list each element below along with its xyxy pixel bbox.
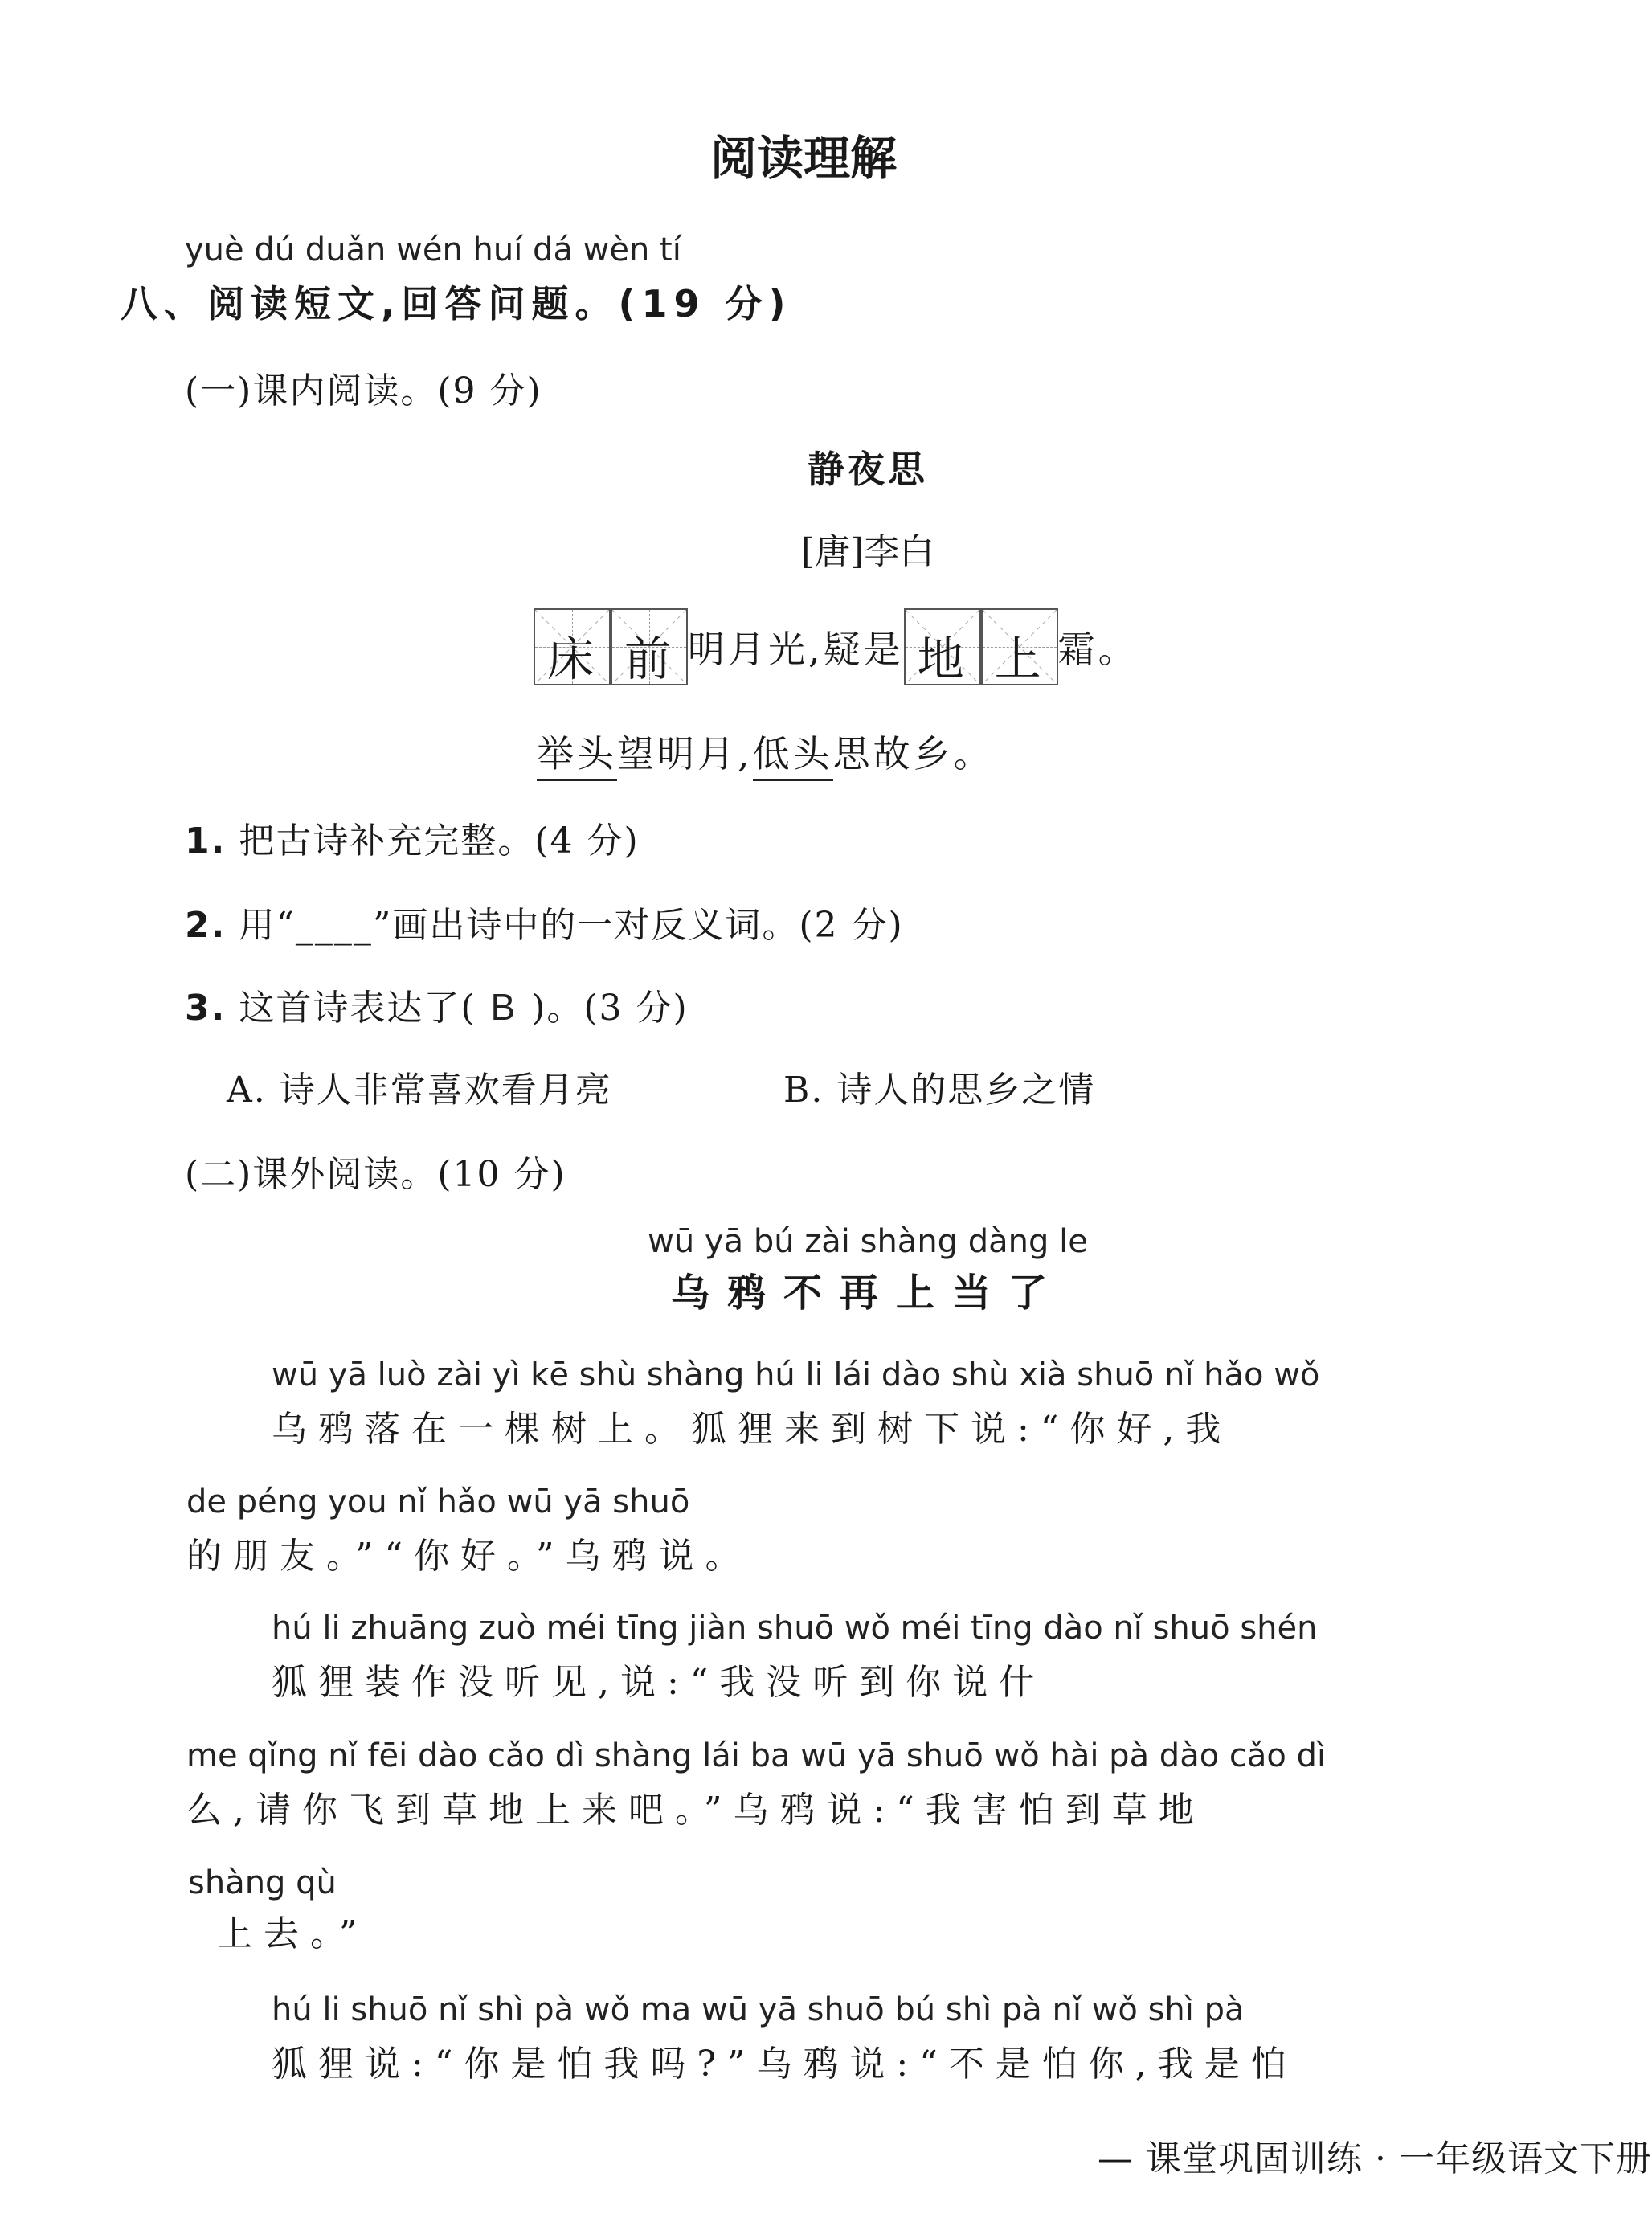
- grid-char: 床: [546, 632, 597, 686]
- poem-line-1-end: 霜。: [1057, 628, 1139, 671]
- page-title: 阅读理解: [709, 131, 897, 186]
- story-pinyin-line: hú li shuō nǐ shì pà wǒ ma wū yā shuō bú shì pà nǐ wǒ shì pà: [272, 1991, 1245, 2028]
- question-text: 这首诗表达了(: [239, 988, 476, 1029]
- story-pinyin-line: hú li zhuāng zuò méi tīng jiàn shuō wǒ méi tīng dào nǐ shuō shén: [272, 1610, 1318, 1647]
- part2-label: (二)课外阅读。(10 分): [185, 1154, 566, 1195]
- question-number: 3.: [185, 988, 227, 1029]
- answer-value: B: [490, 986, 517, 1028]
- option-b: B. 诗人的思乡之情: [783, 1070, 1096, 1111]
- poem-title: 静夜思: [808, 448, 928, 491]
- story-text-line: 乌鸦落在一棵树上。狐狸来到树下说:“你好,我: [272, 1409, 1233, 1450]
- section-pinyin: yuè dú duǎn wén huí dá wèn tí: [185, 231, 681, 268]
- question-number: 2.: [185, 905, 227, 946]
- grid-char: 上: [994, 632, 1045, 686]
- story-pinyin-line: me qǐng nǐ fēi dào cǎo dì shàng lái ba wū yā shuō wǒ hài pà dào cǎo dì: [186, 1737, 1327, 1774]
- story-pinyin-line: de péng you nǐ hǎo wū yā shuō: [186, 1483, 690, 1520]
- question-text: )。(3 分): [531, 988, 689, 1029]
- story-text-line: 上去。”: [217, 1913, 369, 1954]
- poem-line-1-mid: 明月光,疑是: [688, 628, 904, 671]
- poem-author: [唐]李白: [800, 531, 935, 572]
- poem-line-1: [534, 608, 1139, 685]
- story-text-line: 的朋友。”“你好。”乌鸦说。: [186, 1536, 752, 1577]
- writing-grid-box: [981, 608, 1058, 685]
- poem-line-2-part1: 望明月,: [617, 732, 753, 775]
- question-1: [185, 812, 640, 863]
- question-number: 1.: [185, 820, 227, 861]
- question-text: 把古诗补充完整。(4 分): [239, 820, 640, 861]
- story-text-line: 么,请你飞到草地上来吧。”乌鸦说:“我害怕到草地: [186, 1790, 1205, 1831]
- poem-line-2-part2: 思故乡。: [832, 732, 994, 775]
- story-pinyin-line: wū yā luò zài yì kē shù shàng hú li lái dào shù xià shuō nǐ hǎo wǒ: [272, 1356, 1320, 1393]
- story-text-line: 狐狸装作没听见,说:“我没听到你说什: [272, 1662, 1046, 1703]
- part1-label: (一)课内阅读。(9 分): [185, 370, 542, 411]
- writing-grid-box: [534, 608, 611, 685]
- question-text: 用“____”画出诗中的一对反义词。(2 分): [239, 905, 904, 946]
- writing-grid-box: [611, 608, 688, 685]
- option-a: A. 诗人非常喜欢看月亮: [227, 1070, 612, 1111]
- grid-char: 前: [624, 632, 674, 686]
- grid-char: 地: [917, 632, 967, 686]
- question-2: [185, 896, 904, 947]
- page-footer: — 课堂巩固训练 · 一年级语文下册: [1098, 2138, 1652, 2179]
- writing-grid-box: [904, 608, 981, 685]
- story-title: 乌鸦不再上当了: [670, 1271, 1065, 1316]
- antonym-underline-1: 举头: [537, 732, 617, 781]
- story-title-pinyin: wū yā bú zài shàng dàng le: [648, 1223, 1088, 1260]
- question-3: [185, 979, 689, 1030]
- antonym-underline-2: 低头: [753, 732, 833, 781]
- story-text-line: 狐狸说:“你是怕我吗?”乌鸦说:“不是怕你,我是怕: [272, 2044, 1298, 2085]
- story-pinyin-line: shàng qù: [188, 1864, 337, 1901]
- poem-line-2: [537, 725, 994, 778]
- section-heading: 八、阅读短文,回答问题。(19 分): [121, 282, 792, 325]
